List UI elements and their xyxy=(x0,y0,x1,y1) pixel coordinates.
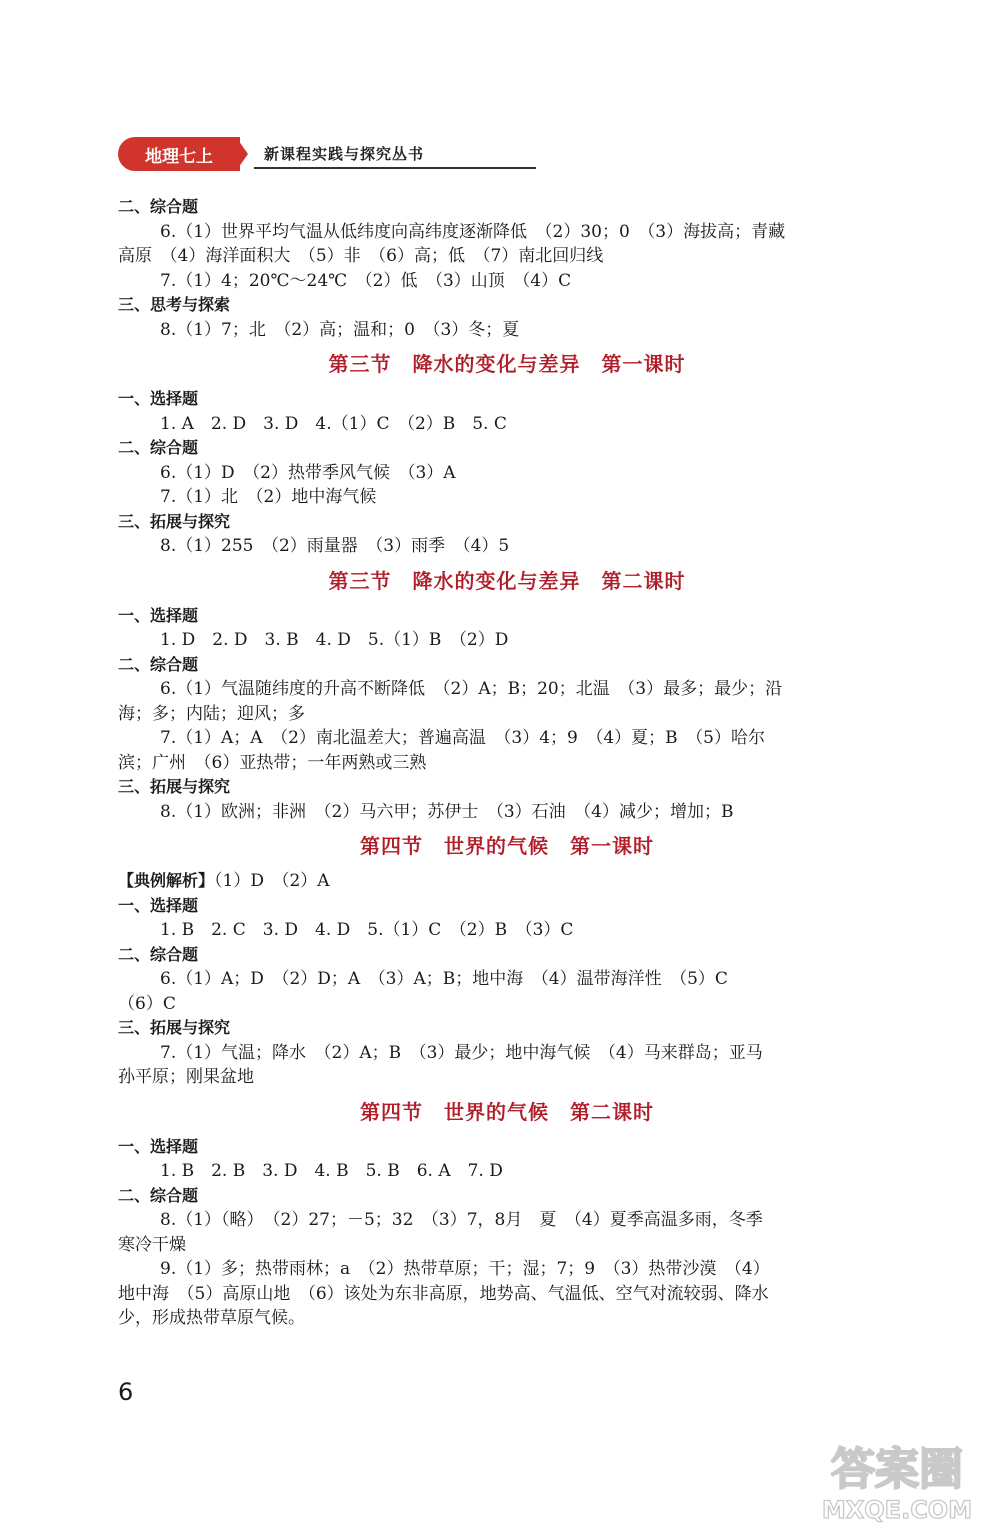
answer-text: （1）D （2）A xyxy=(214,871,330,891)
answer-line: 6.（1）世界平均气温从低纬度向高纬度逐渐降低 （2）30；0 （3）海拔高；青藏 xyxy=(160,221,786,242)
question-category: 一、选择题 xyxy=(118,1136,199,1156)
question-category: 三、拓展与探究 xyxy=(118,1018,231,1037)
question-category: 一、选择题 xyxy=(118,389,199,408)
answer-line: 8.（1）欧洲；非洲 （2）马六甲；苏伊士 （3）石油 （4）减少；增加；B xyxy=(160,801,734,822)
question-category: 三、思考与探索 xyxy=(118,295,231,314)
question-category: 二、综合题 xyxy=(118,1185,199,1205)
question-category: 二、综合题 xyxy=(118,944,199,964)
question-category: 一、选择题 xyxy=(118,895,199,915)
watermark-logo xyxy=(802,1438,992,1524)
answer-line: （6）C xyxy=(118,993,176,1014)
answer-line: 高原 （4）海洋面积大 （5）非 （6）高；低 （7）南北回归线 xyxy=(118,246,604,266)
answer-line: 7.（1）A；A （2）南北温差大；普遍高温 （3）4；9 （4）夏；B （5）哈尔 xyxy=(160,728,765,748)
answer-line: 1. B 2. B 3. D 4. B 5. B 6. A 7. D xyxy=(160,1161,503,1181)
page-number: 6 xyxy=(118,1378,134,1406)
answer-line: 8.（1）（略） （2）27；－5；32 （3）7，8月 夏 （4）夏季高温多雨，冬季 xyxy=(160,1210,763,1230)
question-category: 三、拓展与探究 xyxy=(118,511,231,531)
section-heading: 第四节 世界的气候 第一课时 xyxy=(360,834,654,858)
answer-line: 7.（1）4；20℃～24℃ （2）低 （3）山顶 （4）C xyxy=(160,270,572,291)
answer-line: 1. A 2. D 3. D 4.（1）C （2）B 5. C xyxy=(160,413,507,434)
section-heading: 第三节 降水的变化与差异 第二课时 xyxy=(328,568,686,593)
subject-tab: 地理七上 xyxy=(118,137,240,171)
question-category: 二、综合题 xyxy=(118,197,199,216)
example-analysis-label: 【典例解析】 xyxy=(118,871,215,890)
watermark-url: MXQE.COM xyxy=(821,1496,973,1524)
example-analysis-line xyxy=(118,869,896,894)
answer-line: 孙平原；刚果盆地 xyxy=(118,1067,254,1087)
header-rule xyxy=(254,167,536,169)
answer-line: 寒冷干燥 xyxy=(118,1234,186,1255)
answer-line: 少，形成热带草原气候。 xyxy=(118,1308,305,1328)
series-title: 新课程实践与探究丛书 xyxy=(264,145,425,163)
answer-line: 7.（1）北 （2）地中海气候 xyxy=(160,487,377,507)
question-category: 二、综合题 xyxy=(118,654,199,674)
watermark-text: 答案圈 xyxy=(831,1444,963,1495)
answer-line: 海；多；内陆；迎风；多 xyxy=(118,703,305,724)
answer-line: 1. D 2. D 3. B 4. D 5.（1）B （2）D xyxy=(160,630,509,650)
answer-line: 9.（1）多；热带雨林；a （2）热带草原；干；湿；7；9 （3）热带沙漠 （4） xyxy=(160,1259,770,1279)
answer-line: 6.（1）气温随纬度的升高不断降低 （2）A；B；20；北温 （3）最多；最少；沿 xyxy=(160,679,783,699)
question-category: 一、选择题 xyxy=(118,605,199,625)
question-category: 三、拓展与探究 xyxy=(118,777,231,796)
section-heading: 第四节 世界的气候 第二课时 xyxy=(360,1099,654,1124)
answer-line: 滨；广州 （6）亚热带；一年两熟或三熟 xyxy=(118,752,427,773)
answer-line: 地中海 （5）高原山地 （6）该处为东非高原，地势高、气温低、空气对流较弱、降水 xyxy=(118,1283,769,1304)
answer-line: 6.（1）A；D （2）D；A （3）A；B；地中海 （4）温带海洋性 （5）C xyxy=(160,969,728,989)
answer-content xyxy=(118,195,896,1331)
subject-tab-tip xyxy=(236,137,248,171)
running-header xyxy=(118,137,818,171)
answer-line: 7.（1）气温；降水 （2）A；B （3）最少；地中海气候 （4）马来群岛；亚马 xyxy=(160,1042,763,1063)
question-category: 二、综合题 xyxy=(118,438,199,457)
answer-line: 6.（1）D （2）热带季风气候 （3）A xyxy=(160,462,456,483)
answer-line: 8.（1）7；北 （2）高；温和；0 （3）冬；夏 xyxy=(160,319,520,340)
section-heading: 第三节 降水的变化与差异 第一课时 xyxy=(328,352,686,376)
answer-line: 8.（1）255 （2）雨量器 （3）雨季 （4）5 xyxy=(160,536,510,556)
answer-line: 1. B 2. C 3. D 4. D 5.（1）C （2）B （3）C xyxy=(160,920,574,940)
